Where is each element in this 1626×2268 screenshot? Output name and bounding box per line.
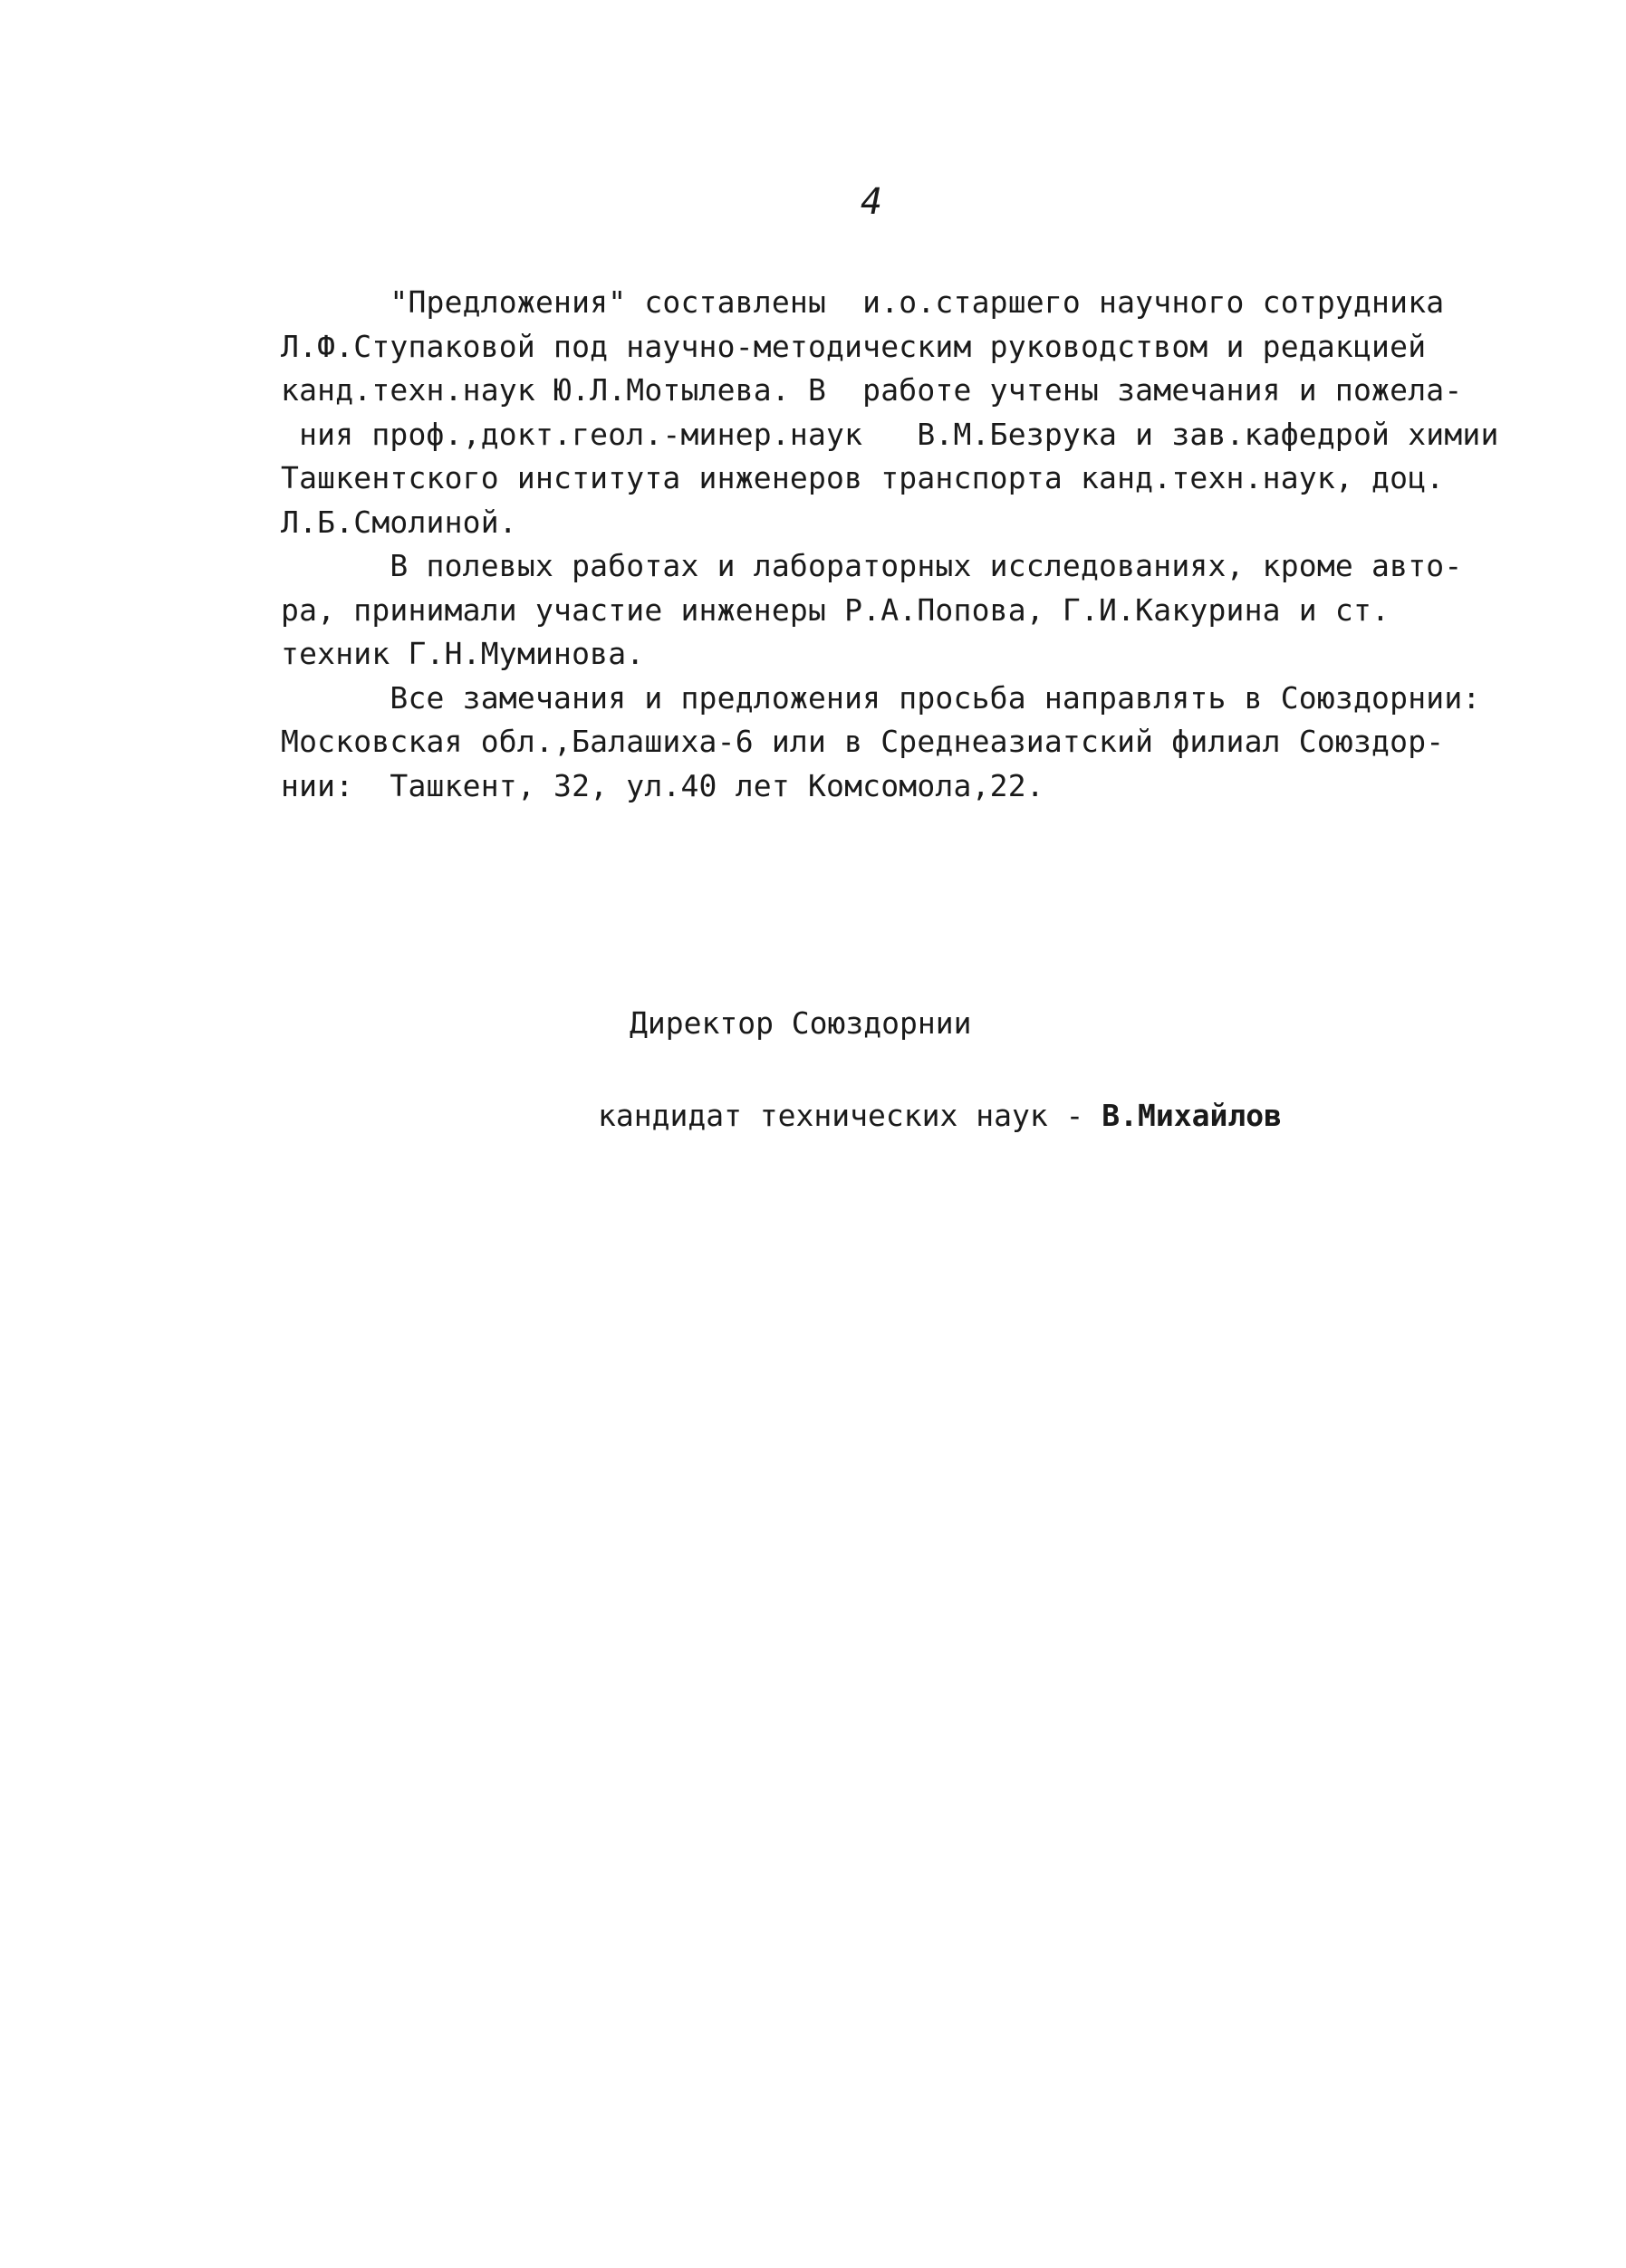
text-line: Все замечания и предложения просьба направлять в Союздорнии: (281, 679, 1481, 716)
signature-degree-line (598, 1100, 1282, 1131)
text-line: ра, принимали участие инженеры Р.А.Попова, Г.И.Какурина и ст. (281, 591, 1390, 628)
text-line: Л.Б.Смолиной. (281, 504, 517, 540)
text-line: канд.техн.наук Ю.Л.Мотылева. В работе учтены замечания и пожела- (281, 372, 1463, 408)
text-line: ния проф.,докт.геол.-минер.наук В.М.Безрука и зав.кафедрой химии (281, 416, 1499, 452)
text-line: Л.Ф.Ступаковой под научно-методическим руководством и редакцией (281, 328, 1427, 364)
text-line: "Предложения" составлены и.о.старшего научного сотрудника (281, 284, 1445, 320)
text-line: Московская обл.,Балашиха-6 или в Среднеазиатский филиал Союздор- (281, 724, 1445, 759)
text-line: В полевых работах и лабораторных исследованиях, кроме авто- (281, 548, 1463, 583)
page-number: 4 (861, 181, 883, 223)
text-line: нии: Ташкент, 32, ул.40 лет Комсомола,22. (281, 767, 1044, 803)
signature-degree: кандидат технических наук - (598, 1098, 1102, 1133)
signature-block (598, 947, 1282, 1162)
signature-name: В.Михайлов (1102, 1098, 1282, 1133)
body-text (281, 281, 1499, 808)
signature-title: Директор Союздорнии (630, 1005, 972, 1041)
text-line: техник Г.Н.Муминова. (281, 636, 645, 671)
text-line: Ташкентского института инженеров транспорта канд.техн.наук, доц. (281, 460, 1445, 495)
